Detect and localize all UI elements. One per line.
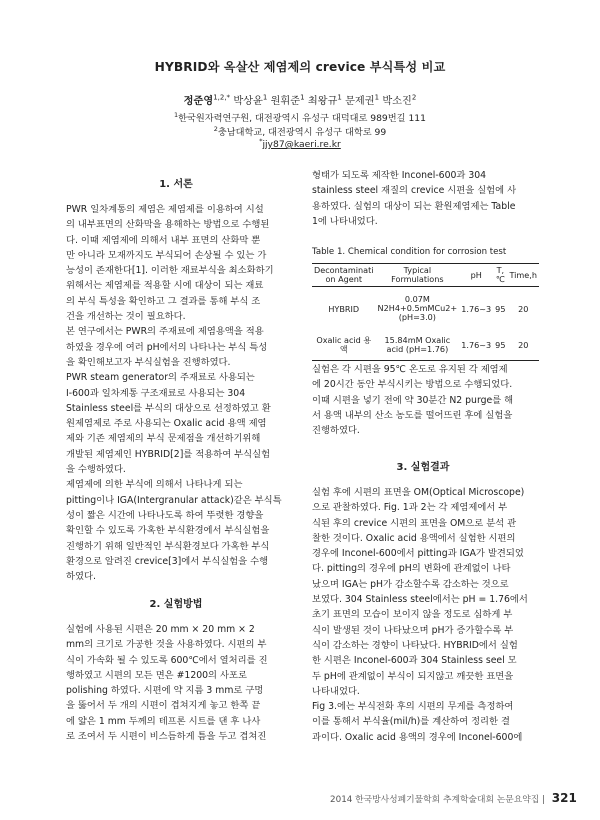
text-line: 로 조여서 두 시편이 비스듬하게 틈을 두고 겹쳐진	[66, 731, 267, 743]
text-line: 에 20시간 동안 부식시키는 방법으로 수행되었다.	[312, 379, 513, 391]
text-line: 찰한 것이다. Oxalic acid 용액에서 실험한 시편의	[312, 532, 516, 544]
text-line: 이를 통해서 부식율(mil/h)를 계산하여 정리한 결	[312, 716, 510, 728]
page-number: 321	[551, 791, 577, 805]
text-line: 다. 이때 제염제에 의해서 내부 표면의 산화막 뿐	[66, 234, 261, 246]
text-line: 서 용액 내부의 산소 농도를 떨어뜨린 후에 실험을	[312, 409, 513, 421]
page-footer	[330, 791, 577, 805]
table-cell: 95	[495, 303, 506, 314]
table-cell: 1.76~3	[459, 331, 493, 361]
header-time: Time,h	[507, 264, 539, 287]
text-line: 으로 관찰하였다. Fig. 1과 2는 각 제염제에서 부	[312, 502, 508, 514]
header-ph: pH	[459, 264, 493, 287]
table-cell: 0.07M N2H4+0.5mMCu2+ (pH=3.0)	[377, 294, 458, 323]
text-line: 경우에 Inconel-600에서 pitting과 IGA가 발견되었	[312, 548, 524, 560]
text-line: 환경으로 알려진 crevice[3]에서 부식실험을 수행	[66, 555, 269, 567]
text-line: 한 시편은 Inconel-600과 304 Stainless seel 모	[312, 655, 517, 667]
text-line: 식이 감소하는 경향이 나타났다. HYBRID에서 실험	[312, 639, 518, 651]
intro-paragraph	[66, 202, 286, 584]
method-after-table-paragraph	[312, 362, 534, 438]
text-line: 났으며 IGA는 pH가 감소할수록 감소하는 것으로	[312, 578, 509, 590]
results-paragraph	[312, 485, 534, 745]
text-line: 에 얇은 1 mm 두께의 테프론 시트를 댄 후 나사	[66, 715, 261, 727]
section-heading-results: 3. 실험결과	[396, 462, 450, 473]
table-cell: Oxalic acid 용액	[312, 331, 376, 361]
text-line: 식된 후의 crevice 시편의 표면을 OM으로 분석 관	[312, 517, 517, 529]
section-heading-method: 2. 실험방법	[149, 599, 203, 610]
text-line: 용하였다. 실험의 대상이 되는 환원제염제는 Table	[312, 200, 516, 212]
text-line: I-600과 일차계통 구조재료로 사용되는 304	[66, 387, 246, 399]
text-line: 나타내었다.	[312, 685, 360, 697]
text-line: 을 뚫어서 두 개의 시편이 겹쳐지게 놓고 한쪽 끝	[66, 700, 261, 712]
text-line: 만 아니라 모재까지도 부식되어 손상될 수 있는 가	[66, 249, 267, 261]
table-cell: HYBRID	[328, 303, 360, 314]
text-line: 하였다.	[66, 571, 96, 583]
text-line: 행하였고 시편의 모든 면은 #1200의 사포로	[66, 669, 247, 681]
text-line: pitting이나 IGA(Intergranular attack)같은 부식특	[66, 494, 282, 506]
text-line: 과이다. Oxalic acid 용액의 경우에 Inconel-600에	[312, 731, 523, 743]
text-line: 의 부식 특성을 확인하고 그 결과를 통해 부식 조	[66, 295, 261, 307]
text-line: 제염제에 의한 부식에 의해서 나타나게 되는	[66, 479, 243, 491]
affiliation-2: $^2$충남대학교, 대전광역시 유성구 대학로 99	[213, 124, 387, 138]
text-line: 1에 나타내었다.	[312, 215, 378, 227]
text-line: PWR 일차계통의 제염은 제염제를 이용하여 시설	[66, 204, 264, 215]
text-line: 을 수행하였다.	[66, 464, 126, 476]
text-line: 확인할 수 있도록 가혹한 부식환경에서 부식실험을	[66, 525, 270, 537]
text-line: 성이 짧은 시간에 나타나도록 하여 뚜렷한 경향을	[66, 509, 264, 521]
text-line: 개발된 제염제인 HYBRID[2]를 적용하여 부식실험	[66, 448, 271, 460]
text-line: 보였다. 304 Stainless steel에서는 pH = 1.76에서	[312, 594, 528, 606]
text-line: 다. pitting의 경우에 pH의 변화에 관계없이 나타	[312, 563, 511, 575]
text-line: 원제염제로 주로 사용되는 Oxalic acid 용액 제염	[66, 418, 267, 430]
method-continued-paragraph	[312, 168, 534, 229]
table-cell: 95	[493, 331, 507, 361]
table-cell: 1.76~3	[461, 303, 492, 314]
text-line: 건을 개선하는 것이 필요하다.	[66, 311, 186, 323]
table-header-row	[312, 264, 539, 287]
text-line: polishing 하였다. 시편에 약 지름 3 mm로 구멍	[66, 685, 264, 697]
method-paragraph	[66, 622, 286, 744]
text-line: stainless steel 재질의 crevice 시편을 실험에 사	[312, 185, 517, 197]
text-line: PWR steam generator의 주재료로 사용되는	[66, 372, 255, 384]
author-list: 정준영$^{1,2,*}$ 박상윤$^1$ 원휘준$^1$ 최왕규$^1$ 문제권$^1$ 박소진$^2$	[183, 93, 417, 107]
footer-journal: 2014 한국방사성폐기물학회 추계학술대회 논문요약집	[330, 795, 540, 805]
header-temperature: T,℃	[493, 264, 507, 287]
text-line: 형태가 되도록 제작한 Inconel-600과 304	[312, 170, 487, 181]
table-cell: 20	[518, 303, 529, 314]
chemical-condition-table	[312, 263, 539, 361]
text-line: 을 확인해보고자 부식실험을 진행하였다.	[66, 356, 231, 368]
table-row	[312, 331, 539, 361]
text-line: 두 pH에 관계없이 부식이 되지않고 깨끗한 표면을	[312, 670, 514, 682]
table-cell: 20	[507, 331, 539, 361]
table-cell: 15.84mM Oxalic acid (pH=1.76)	[376, 331, 460, 361]
section-heading-intro: 1. 서론	[159, 179, 193, 190]
text-line: 하였을 경우에 여러 pH에서의 나타나는 부식 특성	[66, 341, 268, 353]
text-line: 실험 후에 시편의 표면을 OM(Optical Microscope)	[312, 487, 525, 498]
affiliation-1: $^1$한국원자력연구원, 대전광역시 유성구 대덕대로 989번길 111	[174, 110, 426, 124]
text-line: 제와 기존 제염제의 부식 문제점을 개선하기위해	[66, 433, 261, 445]
text-line: 본 연구에서는 PWR의 주재료에 제염용액을 적용	[66, 326, 264, 338]
corresponding-email: *jjy87@kaeri.re.kr	[259, 137, 341, 151]
text-line: 실험은 각 시편을 95℃ 온도로 유지된 각 제염제	[312, 364, 508, 375]
text-line: Fig 3.에는 부식전화 후의 시편의 무게를 측정하여	[312, 701, 514, 713]
text-line: 진행하기 위해 일반적인 부식환경보다 가혹한 부식	[66, 540, 270, 552]
table-row	[312, 287, 539, 331]
footer-separator: |	[542, 795, 545, 805]
text-line: mm의 크기로 가공한 것을 사용하였다. 시편의 부	[66, 639, 267, 651]
header-formulations: Typical Formulations	[376, 264, 460, 287]
text-line: 의 내부표면의 산화막을 용해하는 방법으로 수행된	[66, 219, 270, 231]
text-line: 실험에 사용된 시편은 20 mm × 20 mm × 2	[66, 624, 255, 635]
text-line: 이때 시편을 넣기 전에 약 30분간 N2 purge를 해	[312, 394, 514, 406]
text-line: 식이 가속화 될 수 있도록 600℃에서 열처리를 진	[66, 654, 268, 666]
text-line: Stainless steel를 부식의 대상으로 선정하였고 환	[66, 402, 271, 414]
text-line: 식이 발생된 것이 나타났으며 pH가 증가할수록 부	[312, 624, 514, 636]
paper-title: HYBRID와 옥살산 제염제의 crevice 부식특성 비교	[154, 60, 446, 74]
text-line: 진행하였다.	[312, 425, 360, 437]
header-agent: Decontaminati on Agent	[312, 264, 376, 287]
text-line: 초기 표면의 모습이 보이지 않을 정도로 심하게 부	[312, 609, 513, 621]
table-caption: Table 1. Chemical condition for corrosion test	[312, 247, 507, 257]
text-line: 능성이 존재한다[1]. 이러한 재료부식을 최소화하기	[66, 265, 274, 277]
text-line: 위해서는 제염제를 적용할 시에 대상이 되는 재료	[66, 280, 264, 292]
